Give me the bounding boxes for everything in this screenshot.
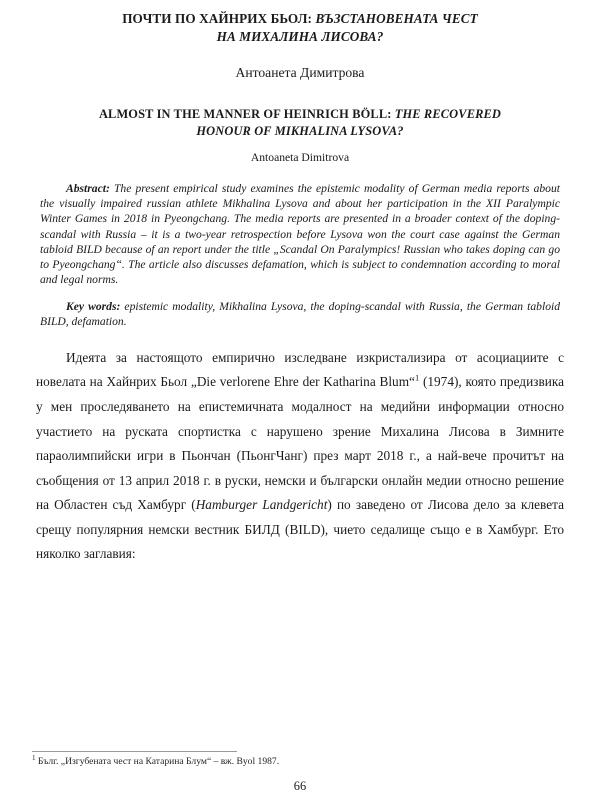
- title-english-line2-italic: HONOUR OF MIKHALINA LYSOVA?: [196, 124, 404, 138]
- footnote-number: 1: [32, 753, 36, 762]
- body-paragraph-1-italic-term: Hamburger Landgericht: [195, 497, 328, 513]
- footnote-text: Бълг. „Изгубената чест на Катарина Блум“ – вж. Byol 1987.: [35, 756, 280, 767]
- title-english-line1-regular: ALMOST IN THE MANNER OF HEINRICH BÖLL:: [98, 107, 395, 121]
- page-number: 66: [293, 779, 307, 793]
- abstract-text: The present empirical study examines the epistemic modality of German media reports about the visually impaired russian athlete Mikhalina Lysova and about her participation in the XII Paralympic Winter Games in 2018 in Pyeongchang. The media reports are presented in a broader context of the doping-scandal with Russia – it is a two-year retrospection before Lysova won the court case against the German tabloid BILD because of an report under the title „Scandal On Paralympics! Russian who takes doping can go to Pyeongchang“. The article also discusses defamation, which is subject to condemnation according to moral and legal norms.: [40, 182, 560, 286]
- body-paragraph-1-part3: ) по заведено от Лисова дело за клевета срещу популярния немски вестник БИЛД (BILD), чието седалище също е в Хамбург. Ето няколко заглавия:: [36, 497, 564, 562]
- author-bulgarian: Антоанета Димитрова: [235, 65, 365, 80]
- title-bulgarian-line1-italic: ВЪЗСТАНОВЕНАТА ЧЕСТ: [315, 11, 478, 26]
- footnote-separator-rule: [32, 751, 237, 752]
- footnote-area: [32, 751, 568, 768]
- keywords-paragraph: [32, 299, 568, 329]
- footnote-1: [32, 755, 568, 768]
- page-title-bulgarian: [32, 10, 568, 46]
- keywords-text: epistemic modality, Mikhalina Lysova, the doping-scandal with Russia, the German tabloid BILD, defamation.: [40, 299, 561, 328]
- body-paragraph-1-part1: Идеята за настоящото емпирично изследване изкристализира от асоциациите с новелата на Хайнрих Бьол „Die verlorene Ehre der Katharina Blum“: [36, 349, 564, 390]
- keywords-label: Key words:: [66, 299, 121, 313]
- footnote-reference-marker[interactable]: 1: [414, 372, 420, 383]
- page-title-english: [32, 106, 568, 140]
- body-paragraph-1-part2: (1974), която предизвика у мен проследяването на епистемичната модалност на медийни информации относно участието на руската спортистка с нарушено зрение Михалина Лисова в Зимните параолимпийски игри в Пьончан (ПьонгЧанг) през март 2018 г., а най-вече прочитът на съобщения от 13 април 2018 г. в руски, немски и български онлайн медии относно решение на Областен съд Хамбург (: [36, 374, 564, 513]
- body-paragraph-1: [32, 346, 568, 567]
- abstract-paragraph: [32, 181, 568, 287]
- author-english: Antoaneta Dimitrova: [250, 151, 350, 165]
- title-bulgarian-line1-regular: ПОЧТИ ПО ХАЙНРИХ БЬОЛ:: [122, 11, 316, 26]
- abstract-label: Abstract:: [66, 182, 110, 196]
- title-english-line1-italic: THE RECOVERED: [394, 107, 502, 121]
- title-bulgarian-line2-italic: НА МИХАЛИНА ЛИСОВА?: [216, 29, 384, 44]
